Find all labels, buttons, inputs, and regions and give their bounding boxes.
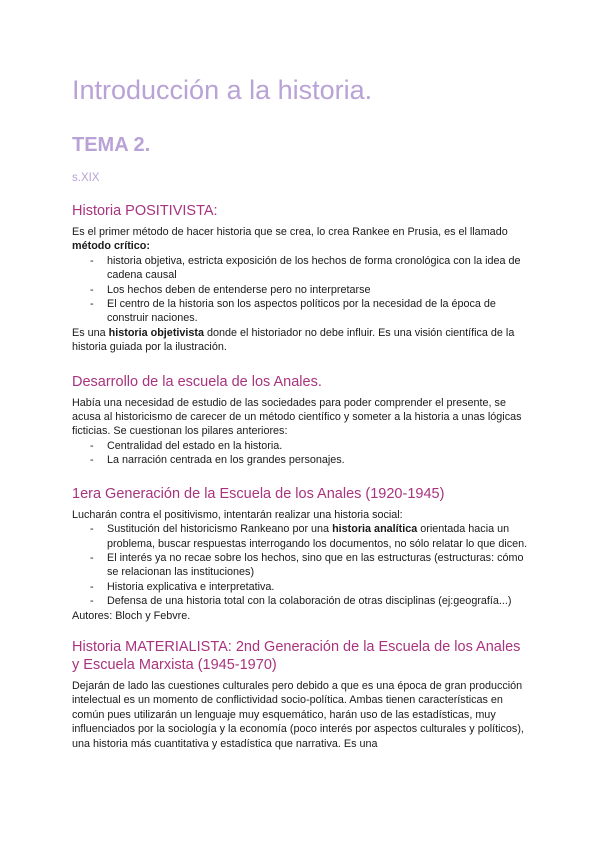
- section-anales-heading: Desarrollo de la escuela de los Anales.: [72, 373, 322, 390]
- historia-objetivista-bold: historia objetivista: [108, 326, 205, 339]
- section-primera-generacion-heading: 1era Generación de la Escuela de los Anales (1920-1945): [72, 485, 445, 502]
- century-label: s.XIX: [72, 172, 100, 184]
- tema-heading: TEMA 2.: [72, 134, 151, 156]
- list-item: - Centralidad del estado en la historia.: [107, 439, 528, 453]
- document-title: Introducción a la historia.: [72, 75, 373, 105]
- authors-line: Autores: Bloch y Febvre.: [72, 609, 191, 622]
- list-item: - Sustitución del historicismo Rankeano por una historia analítica orientada hacia un problema, buscar respuestas interrogando los documentos, no sólo relatar lo que dicen.: [107, 522, 528, 551]
- list-item: - El centro de la historia son los aspectos políticos por la necesidad de la época de construir naciones.: [107, 297, 528, 326]
- list-item: - Los hechos deben de entenderse pero no interpretarse: [107, 283, 528, 297]
- historia-analitica-bold: historia analítica: [332, 523, 418, 536]
- section-primera-generacion-intro: Lucharán contra el positivismo, intentarán realizar una historia social:: [72, 508, 403, 521]
- list-item: - La narración centrada en los grandes personajes.: [107, 453, 528, 467]
- section-anales-intro: Había una necesidad de estudio de las sociedades para poder comprender el presente, se acusa al historicismo de carecer de un método científico y someter a la historia a unas lógicas ficticias. Se cuestionan los pilares anteriores:: [72, 396, 522, 438]
- section-positivista-closing: Es una historia objetivista donde el historiador no debe influir. Es una visión científica de la historia guiada por la ilustración.: [72, 326, 515, 354]
- list-item: - Historia explicativa e interpretativa.: [107, 580, 528, 594]
- metodo-critico-bold: método crítico:: [72, 240, 150, 253]
- list-item: - historia objetiva, estricta exposición de los hechos de forma cronológica con la idea de cadena causal: [107, 254, 528, 283]
- anales-list: [72, 439, 528, 468]
- section-positivista-heading: Historia POSITIVISTA:: [72, 203, 218, 219]
- section-materialista-body: Dejarán de lado las cuestiones culturales pero debido a que es una época de gran producción intelectual es un momento de conflictividad socio-política. Ambas tienen características en común pues utilizarán un lenguaje muy esquemático, harán uso de las estadísticas, muy influenciados por la sociología y la economía (poco interés por aspectos culturales y políticos), una historia más cuantitativa y estadística que narrativa. Es una: [72, 679, 524, 750]
- section-materialista-heading: Historia MATERIALISTA: 2nd Generación de la Escuela de los Anales y Escuela Marxista (1945-1970): [72, 638, 521, 673]
- list-item: - Defensa de una historia total con la colaboración de otras disciplinas (ej:geografía...): [107, 594, 528, 608]
- list-item: - El interés ya no recae sobre los hechos, sino que en las estructuras (estructuras: cómo se relacionan las instituciones): [107, 551, 528, 580]
- primera-generacion-list: [72, 522, 528, 608]
- positivista-list: [72, 254, 528, 326]
- section-positivista-intro: Es el primer método de hacer historia que se crea, lo crea Rankee en Prusia, es el llamado método crítico:: [72, 226, 508, 253]
